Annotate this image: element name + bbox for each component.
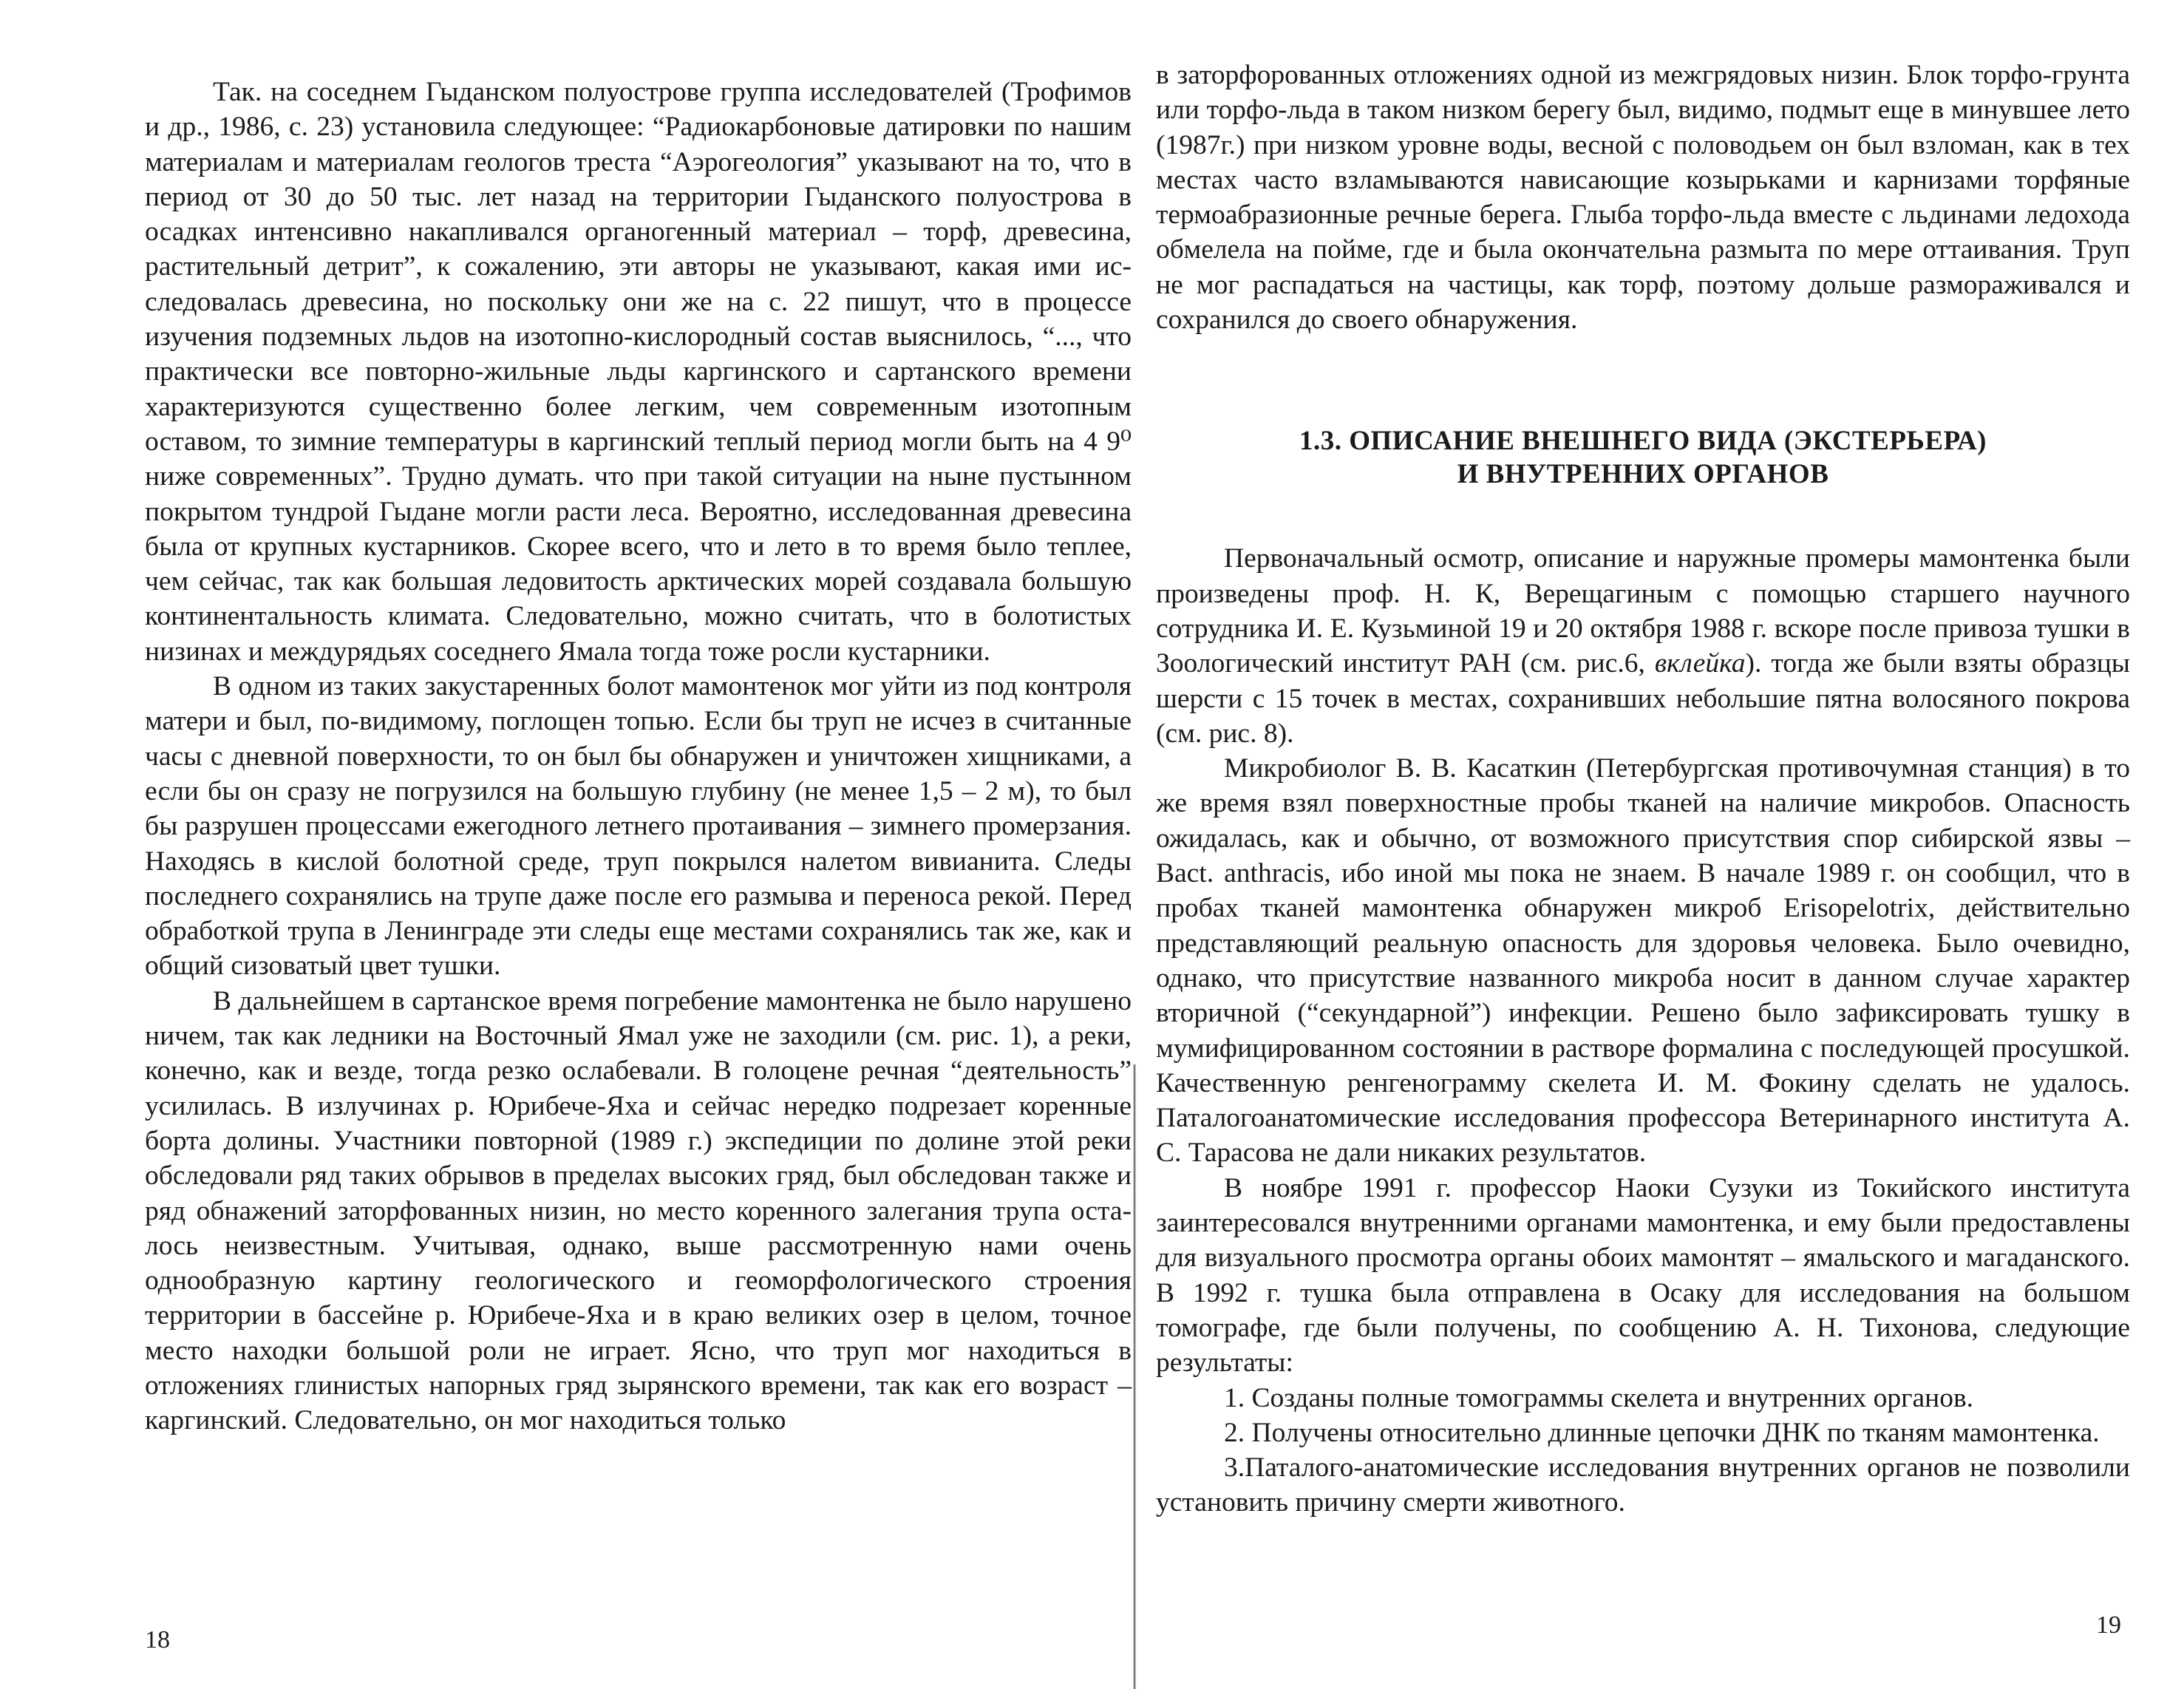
page-number-left: 18 <box>145 1626 170 1654</box>
page-number-right: 19 <box>2096 1611 2121 1639</box>
paragraph-continuation: в заторфорованных отложениях одной из межгрядовых низин. Блок торфо-грунта или торфо-льда в таком низком берегу был, видимо, подмыт еще в минувшее лето (1987г.) при низком уровне воды, весной с половодьем он был взломан, как в тех местах часто взламываются нависающие козырьками и карнизами торфяные термоабразионные речные берега. Глыба торфо-льда вместе с льдинами ледохода обмелела на пойме, где и была окончательна размыта по мере оттаивания. Труп не мог распадаться на частицы, как торф, поэтому дольше размораживался и сохранился до своего обнаружения. <box>1156 60 2130 336</box>
result-item-2: 2. Получены относительно длинные цепочки ДНК по тканям мамонтенка. <box>1224 1417 2100 1448</box>
page-19-text-column <box>1156 58 2130 1520</box>
result-item-1: 1. Созданы полные томограммы скелета и внутренних органов. <box>1224 1382 1974 1413</box>
page-18-text-column <box>145 75 1132 1438</box>
inspection-text-end: ). тогда же были взяты образцы шерсти с 15 точек в местах, сохранивших небольшие пятна волосяного покрова (см. рис. 8). <box>1156 648 2130 749</box>
result-item-3: 3.Паталого-анатомические исследования внутренних органов не позволили установить причину смерти животного. <box>1156 1452 2130 1518</box>
page-19 <box>1138 0 2184 1689</box>
paragraph-sartan-time: В дальнейшем в сартанское время погребение мамонтенка не было нарушено ничем, так как ледники на Восточный Ямал уже не заходили (см. рис. 1), а реки, конечно, как и везде, тогда резко ослабевали. В голоцене речная “деятельность” усилилась. В излучинах р. Юрибече-Яха и сейчас нередко подрезает коренные борта долины. Участники повторной (1989 г.) экспедиции по долине этой реки обследовали ряд таких обрывов в пределах высоких гряд, был обследован также и ряд обнажений заторфованных низин, но место коренного залегания трупа осталось неизвестным. Учитывая, однако, выше рассмотренную нами очень однообразную картину геологического и геоморфологического строения территории в бассейне р. Юрибече-Яха и в краю великих озер в целом, точное место находки большой роли не играет. Ясно, что труп мог находиться в отложениях глинистых напорных гряд зырянского времени, так как его возраст – каргинский. Следовательно, он мог находиться только <box>145 985 1132 1436</box>
paragraph-suzuki: В ноябре 1991 г. профессор Наоки Сузуки из Токийского института заинтересовался внутренними органами мамонтенка, и ему были предоставлены для визуального просмотра органы обоих мамонтят – ямальского и магаданского. В 1992 г. тушка была отправлена в Осаку для исследования на большом томографе, где были получены, по сообщению А. Н. Тихонова, следующие результаты: <box>1156 1172 2130 1379</box>
paragraph-gydan-peninsula: Так. на соседнем Гыданском полуострове группа исследователей (Трофимов и др., 1986, с. 23) установила следующее: “Радиокарбоновые датировки по нашим материалам и материалам геологов треста “Аэрогеология” указывают на то, что в период от 30 до 50 тыс. лет назад на территории Гыданского полуострова в осадках интенсивно накапливался органогенный материал – торф, древесина, растительный детрит”, к сожалению, эти авторы не указывают, какая ими исследовалась древесина, но поскольку они же на с. 22 пишут, что в процессе изучения подземных льдов на изотопно-кислородный состав выяснилось, “..., что практически все повторно-жильные льды каргинского и сартанского времени характеризуются существенно более легким, чем современным изотопным оставом, то зимние температуры в каргинский теплый период могли быть на 4 9⁰ ниже современных”. Трудно думать. что при такой ситуации на ныне пустынном покрытом тундрой Гыдане могли расти леса. Вероятно, исследованная древесина была от крупных кустарников. Скорее всего, что и лето в то время было теплее, чем сейчас, так как большая ледовитость арктических морей создавала большую континентальность климата. Следовательно, можно считать, что в болотистых низинах и междурядьях соседнего Ямала тогда тоже росли кустарники. <box>145 77 1132 667</box>
paragraph-microbiology: Микробиолог В. В. Касаткин (Петербургская противочумная станция) в то же время взял поверхностные пробы тканей на наличие микробов. Опасность ожидалась, как и обычно, от возможного присутствия спор сибирской язвы – Bact. anthracis, ибо иной мы пока не знаем. В начале 1989 г. он сообщил, что в пробах тканей мамонтенка обнаружен микроб Erisopelotrix, действительно представляющий реальную опасность для здоровья человека. Было очевидно, однако, что присутствие названного микроба носит в данном случае характер вторичной (“секундарной”) инфекции. Решено было зафиксировать тушку в мумифицированном состоянии в растворе формалина с последующей просушкой. Качественную ренгенограмму скелета И. М. Фокину сделать не удалось. Паталогоанатомические исследования профессора Ветеринарного института А. С. Тарасова не дали никаких результатов. <box>1156 753 2130 1169</box>
section-heading <box>1156 424 2130 491</box>
paragraph-initial-inspection <box>1156 541 2130 751</box>
section-heading-line-1: 1.3. ОПИСАНИЕ ВНЕШНЕГО ВИДА (ЭКСТЕРЬЕРА) <box>1299 426 1987 457</box>
section-heading-line-2: И ВНУТРЕННИХ ОРГАНОВ <box>1457 459 1829 490</box>
paragraph-swamp-burial: В одном из таких закустаренных болот мамонтенок мог уйти из под контроля матери и был, по-видимому, поглощен топью. Если бы труп не исчез в считанные часы с дневной поверхности, то он был бы обнаружен и уничтожен хищниками, а если бы он сразу не погрузился на большую глубину (не менее 1,5 – 2 м), то был бы разрушен процессами ежегодного летнего протаивания – зимнего промерзания. Находясь в кислой болотной среде, труп покрылся налетом вивианита. Следы последнего сохранялись на трупе даже после его размыва и переноса рекой. Перед обработкой трупа в Ленинграде эти следы еще местами сохранялись так же, как и общий сизоватый цвет тушки. <box>145 671 1132 982</box>
inspection-text-start: Первоначальный осмотр, описание и наружные промеры мамонтенка были произведены проф. Н. К, Верещагиным с помощью старшего научного сотрудника И. Е. Кузьминой 19 и 20 октября 1988 г. вскоре после привоза тушки в Зоологический институт РАН (см. рис.6, <box>1156 543 2130 679</box>
book-spine-shadow <box>1133 1064 1136 1689</box>
inspection-italic-insert: вклейка <box>1654 648 1746 679</box>
